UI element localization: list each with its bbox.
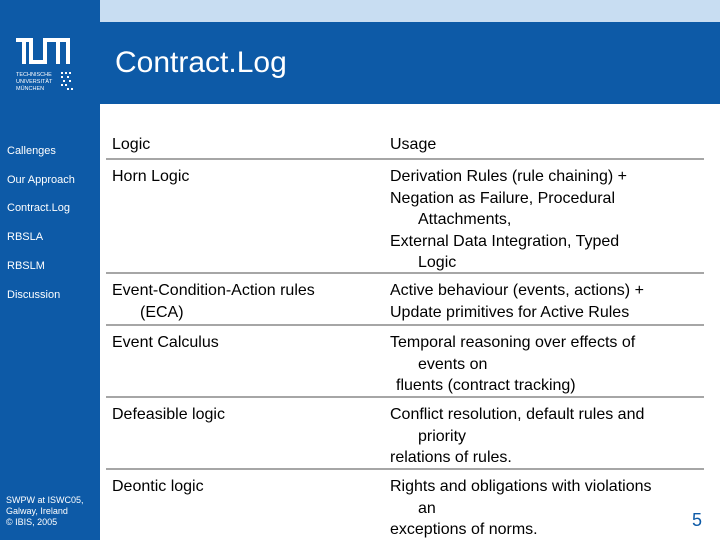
footer-line-1: SWPW at ISWC05, xyxy=(6,495,84,505)
logic-cell xyxy=(112,476,380,498)
sidebar-item-discussion[interactable]: Discussion xyxy=(7,289,61,301)
usage-line: relations of rules. xyxy=(390,449,512,466)
sidebar-item-rbslm[interactable]: RBSLM xyxy=(7,260,45,272)
page-number: 5 xyxy=(692,510,703,530)
footer-line-3: © IBIS, 2005 xyxy=(6,517,58,527)
usage-line: exceptions of norms. xyxy=(390,521,538,538)
column-header-usage: Usage xyxy=(390,136,437,153)
logo-line-2: UNIVERSITÄT xyxy=(16,79,53,85)
table-header-row xyxy=(106,126,704,158)
sidebar-item-contract-log[interactable]: Contract.Log xyxy=(7,202,70,214)
table-row xyxy=(106,272,704,326)
logo-line-3: MÜNCHEN xyxy=(16,86,45,92)
sidebar-footer xyxy=(6,495,100,528)
usage-line: Derivation Rules (rule chaining) + xyxy=(390,168,627,185)
usage-line: fluents (contract tracking) xyxy=(396,377,576,394)
logic-cell xyxy=(112,280,380,323)
usage-cell xyxy=(390,332,700,397)
logic-line: Horn Logic xyxy=(112,168,190,185)
usage-line: events on xyxy=(418,355,488,373)
logic-line: Event Calculus xyxy=(112,334,219,351)
usage-cell xyxy=(390,404,700,469)
slide-title: Contract.Log xyxy=(115,46,287,79)
usage-cell xyxy=(390,476,703,541)
logic-cell xyxy=(112,166,380,188)
column-header-logic: Logic xyxy=(112,136,151,153)
table-row xyxy=(106,158,704,280)
usage-line: Rights and obligations with violations xyxy=(390,478,652,495)
logic-cell xyxy=(112,404,380,426)
top-band xyxy=(100,0,720,22)
logic-line: Deontic logic xyxy=(112,478,204,495)
table-row xyxy=(106,468,704,542)
logic-line: Event-Condition-Action rules xyxy=(112,282,315,299)
usage-cell xyxy=(390,166,700,274)
usage-line: priority xyxy=(418,427,467,445)
logic-cell xyxy=(112,332,380,354)
usage-line: Logic xyxy=(418,254,457,271)
usage-line: Negation as Failure, Procedural xyxy=(390,189,616,207)
logic-line: Defeasible logic xyxy=(112,406,225,423)
usage-line: Conflict resolution, default rules and xyxy=(390,406,645,423)
usage-line: External Data Integration, Typed xyxy=(390,232,620,250)
sidebar-item-rbsla[interactable]: RBSLA xyxy=(7,231,44,243)
tum-logo xyxy=(16,38,86,100)
footer-line-2: Galway, Ireland xyxy=(6,506,68,516)
usage-line: Temporal reasoning over effects of xyxy=(390,334,636,351)
logo-line-1: TECHNISCHE xyxy=(16,72,52,78)
table-row xyxy=(106,324,704,398)
usage-line: Active behaviour (events, actions) + xyxy=(390,282,644,299)
logic-usage-table xyxy=(106,126,704,540)
usage-line: Update primitives for Active Rules xyxy=(390,303,630,321)
usage-cell xyxy=(390,280,700,323)
sidebar-item-challenges[interactable]: Callenges xyxy=(7,145,56,157)
table-row xyxy=(106,396,704,470)
usage-line: an xyxy=(418,499,436,517)
sidebar-item-our-approach[interactable]: Our Approach xyxy=(7,174,75,186)
sidebar xyxy=(0,0,100,540)
logic-line: (ECA) xyxy=(140,303,184,321)
usage-line: Attachments, xyxy=(418,211,512,228)
